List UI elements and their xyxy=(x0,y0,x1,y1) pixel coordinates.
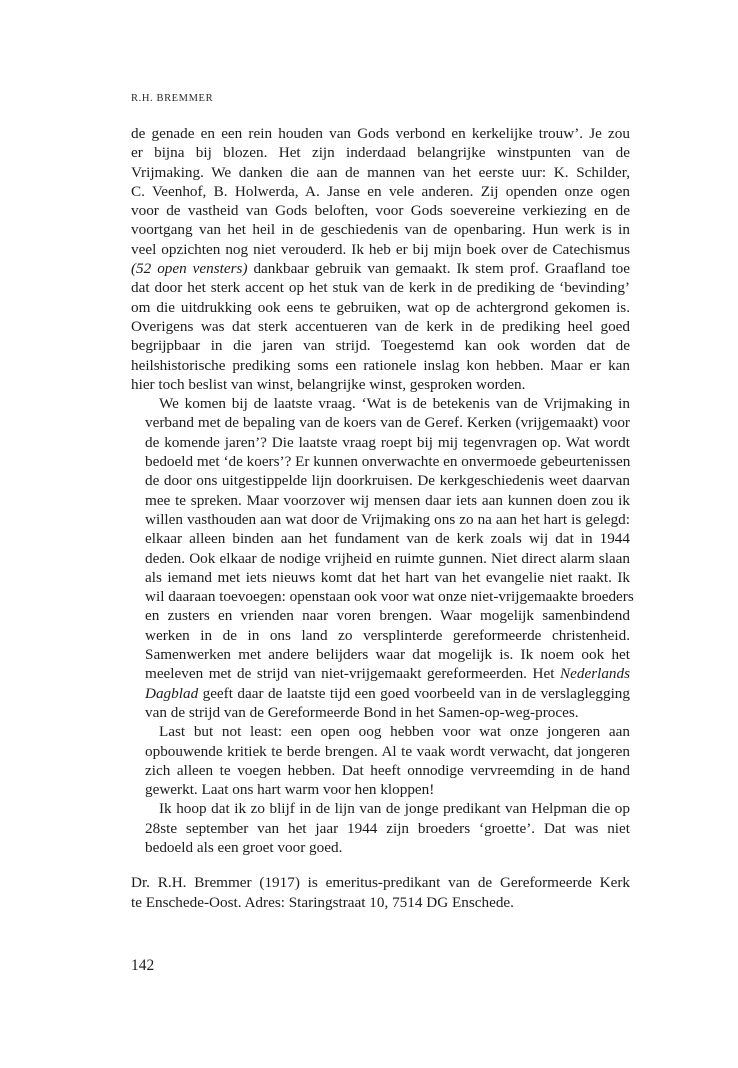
text-line: werken in de in ons land zo versplinterde gereformeerde christenheid. xyxy=(145,626,630,644)
text-line: bedoeld als een groet voor goed. xyxy=(145,838,343,856)
text-line: voortgang van het heil in de geschiedenis van de openbaring. Hun werk is in xyxy=(131,221,630,239)
author-note-line: Dr. R.H. Bremmer (1917) is emeritus-predikant van de Gereformeerde Kerk xyxy=(131,874,630,891)
text-line: C. Veenhof, B. Holwerda, A. Janse en vele anderen. Zij openden onze ogen xyxy=(131,182,630,200)
text-line: Samenwerken met andere belijders waar dat mogelijk is. Ik noem ook het xyxy=(145,646,630,664)
text-line: wil daaraan toevoegen: openstaan ook voor wat onze niet-vrijgemaakte broeders xyxy=(145,588,634,606)
body-text xyxy=(131,124,634,857)
text-line: verband met de bepaling van de koers van de Geref. Kerken (vrijgemaakt) voor xyxy=(145,414,630,432)
author-note-line: te Enschede-Oost. Adres: Staringstraat 10, 7514 DG Enschede. xyxy=(131,893,514,911)
italic-newspaper-title: Nederlands xyxy=(559,665,631,683)
running-head: R.H. BREMMER xyxy=(131,93,214,104)
italic-book-title: (52 open vensters) xyxy=(131,260,248,278)
text-line: Ik hoop dat ik zo blijf in de lijn van de jonge predikant van Helpman die op xyxy=(159,800,630,818)
text-line: er bijna bij blozen. Het zijn inderdaad belangrijke winstpunten van de xyxy=(131,144,630,162)
paragraph-3 xyxy=(131,722,630,799)
text-line: van de strijd van de Gereformeerde Bond in het Samen-op-weg-proces. xyxy=(145,703,579,721)
paragraph-1 xyxy=(131,124,630,394)
text-line: We komen bij de laatste vraag. ‘Wat is de betekenis van de Vrijmaking in xyxy=(159,395,630,413)
text-line: de komende jaren’? Die laatste vraag roept bij mij tegenvragen op. Wat wordt xyxy=(145,433,630,451)
paragraph-4 xyxy=(131,799,630,857)
text-fragment: geeft daar de laatste tijd een goed voorbeeld van in de verslaglegging xyxy=(202,684,630,702)
text-line: de door ons uitgestippelde lijn doorkruisen. De kerkgeschiedenis weet daarvan xyxy=(145,472,630,490)
text-line: Overigens was dat sterk accentueren van de kerk in de prediking heel goed xyxy=(131,317,630,335)
text-line: veel opzichten nog niet verouderd. Ik heb er bij mijn boek over de Catechismus xyxy=(131,240,630,258)
text-line: Vrijmaking. We danken die aan de mannen van het eerste uur: K. Schilder, xyxy=(131,163,630,181)
text-line-with-italic xyxy=(131,684,630,703)
text-line: en zusters en vrienden naar voren brengen. Waar mogelijk samenbindend xyxy=(145,607,630,625)
paragraph-2 xyxy=(131,394,634,722)
text-line: als iemand met iets nieuws komt dat het hart van het evangelie niet raakt. Ik xyxy=(145,568,630,586)
text-line: mee te spreken. Maar voorzover wij mensen daar iets aan kunnen doen zou ik xyxy=(145,491,630,509)
text-line: heilshistorische prediking soms een rationele inslag kon hebben. Maar er kan xyxy=(131,356,630,374)
text-line: om die uitdrukking ook eens te gebruiken, wat op de achtergrond gekomen is. xyxy=(131,298,630,316)
italic-newspaper-title: Dagblad xyxy=(145,684,199,702)
text-line: voor de vastheid van Gods beloften, voor Gods soevereine verkiezing en de xyxy=(131,202,630,220)
text-line: 28ste september van het jaar 1944 zijn broeders ‘groette’. Dat was niet xyxy=(145,819,630,837)
text-line: willen vasthouden aan wat door de Vrijmaking ons zo na aan het hart is gelegd: xyxy=(145,510,630,528)
author-note xyxy=(131,873,630,912)
text-line: begrijpbaar in die jaren van strijd. Toegestemd kan ook worden dat de xyxy=(131,337,630,355)
text-line: opbouwende kritiek te berde brengen. Al te vaak wordt verwacht, dat jongeren xyxy=(145,742,630,760)
text-line: zich alleen te voegen hebben. Dat heeft onnodige vervreemding in de hand xyxy=(145,761,630,779)
text-line: hier toch beslist van winst, belangrijke winst, gesproken worden. xyxy=(131,375,526,393)
text-line: dat door het sterk accent op het stuk van de kerk in de prediking de ‘bevinding’ xyxy=(131,279,630,297)
text-line-with-italic xyxy=(131,664,630,683)
text-fragment: dankbaar gebruik van gemaakt. Ik stem prof. Graafland toe xyxy=(253,260,630,278)
text-line: de genade en een rein houden van Gods verbond en kerkelijke trouw’. Je zou xyxy=(131,125,630,142)
page-number: 142 xyxy=(131,957,155,974)
text-line-with-italic xyxy=(131,259,630,278)
text-line: bedoeld met ‘de koers’? Er kunnen onverwachte en onvermoede gebeurtenissen xyxy=(145,453,631,471)
text-line: elkaar alleen binden aan het fundament van de kerk zoals wij dat in 1944 xyxy=(145,530,630,548)
text-fragment: meeleven met de strijd van niet-vrijgemaakt gereformeerden. Het xyxy=(145,665,555,683)
text-line: Last but not least: een open oog hebben voor wat onze jongeren aan xyxy=(159,723,630,741)
text-line: deden. Ook elkaar de nodige vrijheid en ruimte gunnen. Niet direct alarm slaan xyxy=(145,549,630,567)
text-line: gewerkt. Laat ons hart warm voor hen kloppen! xyxy=(145,781,435,799)
